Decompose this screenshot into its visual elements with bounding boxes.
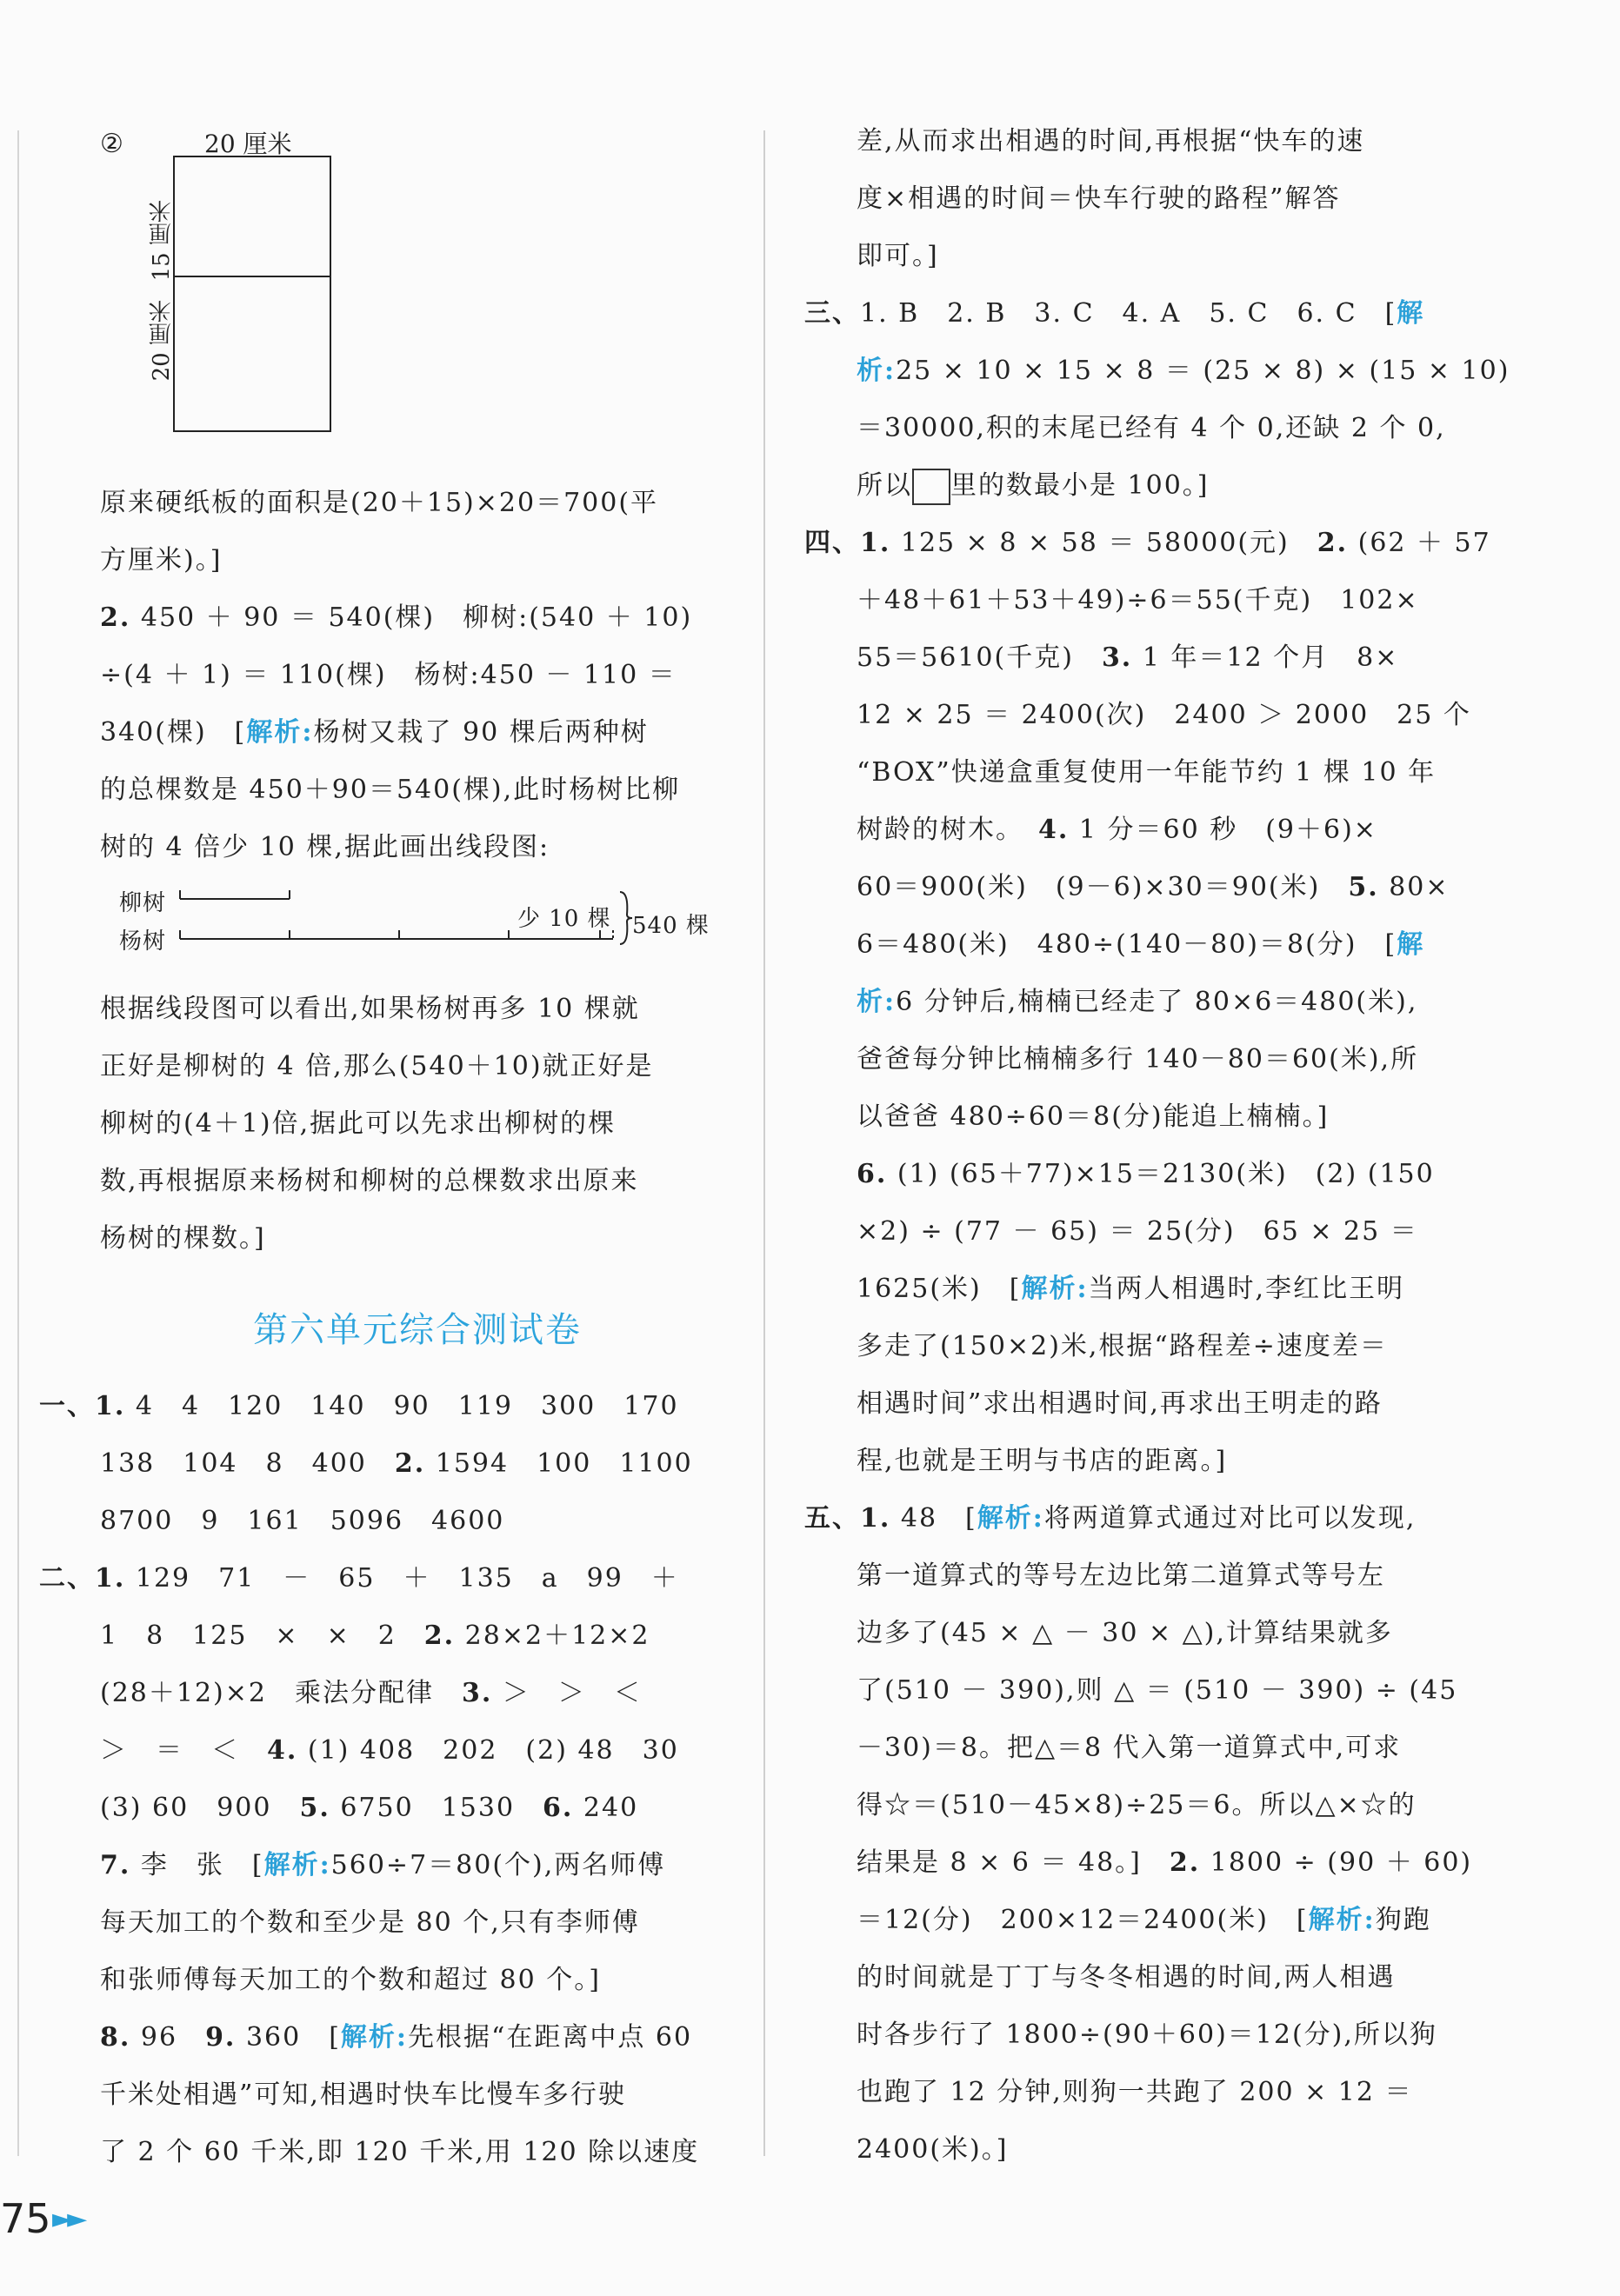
s4-line15: 多走了(150×2)米,根据“路程差÷速度差＝ <box>857 1331 1388 1361</box>
s2-num3: 3. <box>461 1678 493 1708</box>
s4-line5: “BOX”快递盒重复使用一年能节约 1 棵 10 年 <box>857 757 1437 788</box>
s4-line6a: 树龄的树木。 <box>857 815 1038 845</box>
segment-lines <box>100 880 639 967</box>
left-column <box>39 122 735 2181</box>
blank-box <box>912 469 950 505</box>
s1-line2b: 1594 100 1100 <box>435 1448 693 1479</box>
s5-line8 <box>857 1892 1483 1949</box>
s4-label: 四、 <box>804 528 860 558</box>
s4-line9 <box>857 974 1483 1031</box>
s3-line2 <box>857 343 1510 400</box>
s4-line3a: 55＝5610(千克) <box>857 642 1102 673</box>
s4-line8 <box>857 916 1483 974</box>
s3-line2-text: 25 × 10 × 15 × 8 ＝ (25 × 8) × (15 × 10) <box>896 356 1510 386</box>
s5-line7a: 结果是 8 × 6 ＝ 48。] <box>857 1847 1170 1878</box>
s2-line6b: 560÷7＝80(个),两名师傅 <box>330 1850 666 1880</box>
area-text-1: 原来硬纸板的面积是(20＋15)×20＝700(平 <box>100 488 659 518</box>
s2-line3b: ＞ ＞ ＜ <box>502 1678 642 1708</box>
s5-line8b: 狗跑 <box>1375 1905 1431 1935</box>
s2-line4b: (1) 408 202 (2) 48 30 <box>307 1735 679 1766</box>
s4-num2: 2. <box>1317 528 1349 558</box>
s2-line6 <box>100 1837 735 1894</box>
s2-line4 <box>100 1722 735 1780</box>
s4-line13: ×2) ÷ (77 － 65) ＝ 25(分) 65 × 25 ＝ <box>857 1216 1418 1247</box>
s2-line9 <box>100 2009 735 2066</box>
figure-side-label-top: 15 厘米 <box>149 200 175 282</box>
s5-label: 五、 <box>804 1503 860 1534</box>
s4-line12 <box>857 1146 1483 1203</box>
s4-line14b: 当两人相遇时,李红比王明 <box>1088 1274 1405 1304</box>
s2-line7: 每天加工的个数和至少是 80 个,只有李师傅 <box>100 1907 640 1938</box>
cont-line3: 即可。] <box>857 241 939 271</box>
s2-line9c: 先根据“在距离中点 60 <box>407 2022 693 2053</box>
s4-num5: 5. <box>1348 872 1379 902</box>
s2-jiexi9: 解析: <box>340 2022 408 2053</box>
s5-line7 <box>857 1834 1483 1892</box>
s4-line14a: 1625(米) [ <box>857 1274 1022 1304</box>
s3-line3: ＝30000,积的末尾已经有 4 个 0,还缺 2 个 0, <box>857 413 1446 443</box>
s2-num9: 9. <box>205 2022 237 2053</box>
s1-line2 <box>100 1435 735 1493</box>
para2-line4: 数,再根据原来杨树和柳树的总棵数求出原来 <box>100 1166 639 1196</box>
para2-line1: 根据线段图可以看出,如果杨树再多 10 棵就 <box>100 994 640 1024</box>
s5-num1: 1. <box>860 1503 891 1534</box>
s1-num2: 2. <box>394 1448 426 1479</box>
s1-label: 一、 <box>39 1391 95 1421</box>
s2-line5b: 6750 1530 <box>340 1793 543 1823</box>
s4-line7a: 60＝900(米) (9－6)×30＝90(米) <box>857 872 1349 902</box>
s5-line1b: 将两道算式通过对比可以发现, <box>1043 1503 1417 1534</box>
rectangle-figure <box>100 122 735 469</box>
figure-rectangles <box>100 122 361 469</box>
s5-line1a: 48 [ <box>900 1503 977 1534</box>
s4-line7b: 80× <box>1389 872 1450 902</box>
q2-line1 <box>100 589 735 647</box>
page-arrow-icon: ►► <box>52 2204 83 2234</box>
section-1 <box>39 1378 735 1435</box>
s1-line1-text: 4 4 120 140 90 119 300 170 <box>135 1391 679 1421</box>
s5-line7b: 1800 ÷ (90 ＋ 60) <box>1210 1847 1473 1878</box>
s2-line2 <box>100 1607 735 1665</box>
q2-line3-post: 杨树又栽了 90 棵后两种树 <box>313 717 649 748</box>
unit-title: 第六单元综合测试卷 <box>253 1310 582 1350</box>
section-2 <box>39 1550 735 1607</box>
s3-label: 三、 <box>804 298 860 329</box>
s5-line9: 的时间就是丁丁与冬冬相遇的时间,两人相遇 <box>857 1962 1396 1993</box>
s2-num: 1. <box>95 1563 126 1594</box>
s2-line3a: (28＋12)×2 乘法分配律 <box>100 1678 462 1708</box>
s3-line4a: 所以 <box>857 470 912 501</box>
segment-label-total: 540 棵 <box>632 913 710 939</box>
q2-line5: 树的 4 倍少 10 棵,据此画出线段图: <box>100 832 550 862</box>
s3-jiexi2: 析: <box>857 356 897 386</box>
s3-jiexi: 解 <box>1397 298 1425 329</box>
q2-line1-text: 450 ＋ 90 ＝ 540(棵) 柳树:(540 ＋ 10) <box>140 602 693 633</box>
area-text-2: 方厘米)。] <box>100 545 223 576</box>
s3-line1 <box>804 285 1483 343</box>
s2-num2: 2. <box>423 1621 456 1651</box>
s5-line6: 得☆＝(510－45×8)÷25＝6。所以△×☆的 <box>857 1790 1417 1820</box>
s2-line9a: 96 <box>140 2022 206 2053</box>
segment-label-poplar: 杨树 <box>119 928 167 955</box>
s5-line10: 时各步行了 1800÷(90＋60)＝12(分),所以狗 <box>857 2020 1437 2050</box>
s1-num: 1. <box>95 1391 126 1421</box>
figure-top-label: 20 厘米 <box>204 130 292 158</box>
segment-label-less: 少 10 棵 <box>517 906 611 932</box>
figure-marker: ② <box>100 129 123 159</box>
s2-line2a: 1 8 125 × × 2 <box>100 1621 424 1651</box>
s3-line4 <box>857 457 1483 515</box>
s4-line11: 以爸爸 480÷60＝8(分)能追上楠楠。] <box>857 1101 1330 1132</box>
s4-jiexi6: 解析: <box>1021 1274 1089 1304</box>
s4-line1a: 125 × 8 × 58 ＝ 58000(元) <box>900 528 1317 558</box>
s4-line2: ＋48＋61＋53＋49)÷6＝55(千克) 102× <box>857 585 1419 616</box>
s2-num5: 5. <box>299 1793 330 1823</box>
s4-line3b: 1 年＝12 个月 8× <box>1142 642 1399 673</box>
s4-line9-text: 6 分钟后,楠楠已经走了 80×6＝480(米), <box>896 987 1418 1017</box>
s5-line5: －30)＝8。把△＝8 代入第一道算式中,可求 <box>857 1733 1402 1763</box>
s5-line11: 也跑了 12 分钟,则狗一共跑了 200 × 12 ＝ <box>857 2077 1413 2107</box>
s2-line1 <box>39 1550 735 1607</box>
column-divider <box>763 130 765 2156</box>
s1-line2a: 138 104 8 400 <box>100 1448 395 1479</box>
q2-line3-pre: 340(棵) [ <box>100 717 247 748</box>
s5-line1 <box>804 1490 1483 1547</box>
s2-line10: 千米处相遇”可知,相遇时快车比慢车多行驶 <box>100 2080 626 2110</box>
left-margin-rule <box>17 130 19 2156</box>
s2-line5 <box>100 1780 735 1837</box>
s4-num1: 1. <box>860 528 891 558</box>
cont-line1: 差,从而求出相遇的时间,再根据“快车的速 <box>857 126 1365 156</box>
s5-line12: 2400(米)。] <box>857 2134 1009 2165</box>
para2-line3: 柳树的(4＋1)倍,据此可以先求出柳树的棵 <box>100 1108 617 1139</box>
s4-num6: 6. <box>857 1159 888 1189</box>
cont-line2: 度×相遇的时间＝快车行驶的路程”解答 <box>857 183 1341 214</box>
s4-line12-text: (1) (65＋77)×15＝2130(米) (2) (150 <box>897 1159 1435 1189</box>
s2-num4: 4. <box>267 1735 298 1766</box>
s5-jiexi1: 解析: <box>977 1503 1044 1534</box>
s4-line8a: 6＝480(米) 480÷(140－80)＝8(分) [ <box>857 929 1397 960</box>
s4-line4: 12 × 25 ＝ 2400(次) 2400 ＞ 2000 25 个 <box>857 700 1471 730</box>
q2-line3 <box>100 704 735 762</box>
s5-line4: 了(510 － 390),则 △ ＝ (510 － 390) ÷ (45 <box>857 1675 1458 1706</box>
s1-line1 <box>39 1378 735 1435</box>
s4-line6b: 1 分＝60 秒 (9＋6)× <box>1078 815 1377 845</box>
para2-line2: 正好是柳树的 4 倍,那么(540＋10)就正好是 <box>100 1051 654 1081</box>
q2-jiexi-label: 解析: <box>246 717 314 748</box>
s1-line3: 8700 9 161 5096 4600 <box>100 1506 505 1536</box>
s5-jiexi2: 解析: <box>1308 1905 1376 1935</box>
s2-line4a: ＞ ＝ ＜ <box>100 1735 267 1766</box>
s2-num8: 8. <box>100 2022 131 2053</box>
s2-num6: 6. <box>543 1793 574 1823</box>
s4-line10: 爸爸每分钟比楠楠多行 140－80＝60(米),所 <box>857 1044 1419 1075</box>
s5-num2: 2. <box>1169 1847 1201 1878</box>
page-number: 75 <box>0 2195 51 2242</box>
s4-line1b: (62 ＋ 57 <box>1357 528 1491 558</box>
s4-line16: 相遇时间”求出相遇时间,再求出王明走的路 <box>857 1388 1383 1419</box>
segment-label-willow: 柳树 <box>119 890 167 916</box>
s3-items: 1. B 2. B 3. C 4. A 5. C 6. C [ <box>860 298 1397 329</box>
s4-line17: 程,也就是王明与书店的距离。] <box>857 1446 1228 1476</box>
s2-label: 二、 <box>39 1563 95 1594</box>
figure-side-label-bottom: 20 厘米 <box>149 300 175 382</box>
s2-line5c: 240 <box>583 1793 639 1823</box>
s4-line7 <box>857 859 1483 916</box>
s2-line1-text: 129 71 － 65 ＋ 135 a 99 ＋ <box>135 1563 679 1594</box>
q2-line4: 的总棵数是 450＋90＝540(棵),此时杨树比柳 <box>100 775 681 805</box>
s2-line8: 和张师傅每天加工的个数和超过 80 个。] <box>100 1965 601 1995</box>
right-column <box>804 113 1510 2179</box>
s4-line3 <box>857 629 1483 687</box>
s5-line2: 第一道算式的等号左边比第二道算式等号左 <box>857 1561 1385 1591</box>
s2-line11: 了 2 个 60 千米,即 120 千米,用 120 除以速度 <box>100 2137 700 2167</box>
para2-line5: 杨树的棵数。] <box>100 1223 266 1254</box>
line-segment-diagram <box>100 880 735 975</box>
s4-jiexi5: 解 <box>1397 929 1425 960</box>
s5-line3: 边多了(45 × △ － 30 × △),计算结果就多 <box>857 1618 1393 1648</box>
s5-line8a: ＝12(分) 200×12＝2400(米) [ <box>857 1905 1309 1935</box>
q2-line2: ÷(4 ＋ 1) ＝ 110(棵) 杨树:450 － 110 ＝ <box>100 660 677 690</box>
s2-line3 <box>100 1665 735 1722</box>
s2-line6a: 李 张 [ <box>140 1850 264 1880</box>
s4-num4: 4. <box>1038 815 1070 845</box>
s4-jiexi5b: 析: <box>857 987 897 1017</box>
s4-num3: 3. <box>1101 642 1133 673</box>
s4-line1 <box>804 515 1491 572</box>
s2-jiexi7: 解析: <box>263 1850 331 1880</box>
s2-line9b: 360 [ <box>245 2022 341 2053</box>
s2-num7: 7. <box>100 1850 131 1880</box>
s4-line6 <box>857 802 1483 859</box>
s2-line2b: 28×2＋12×2 <box>464 1621 650 1651</box>
q2-number: 2. <box>100 602 131 633</box>
s4-line14 <box>857 1261 1483 1318</box>
s3-line4b: 里的数最小是 100。] <box>950 470 1210 501</box>
s2-line5a: (3) 60 900 <box>100 1793 300 1823</box>
